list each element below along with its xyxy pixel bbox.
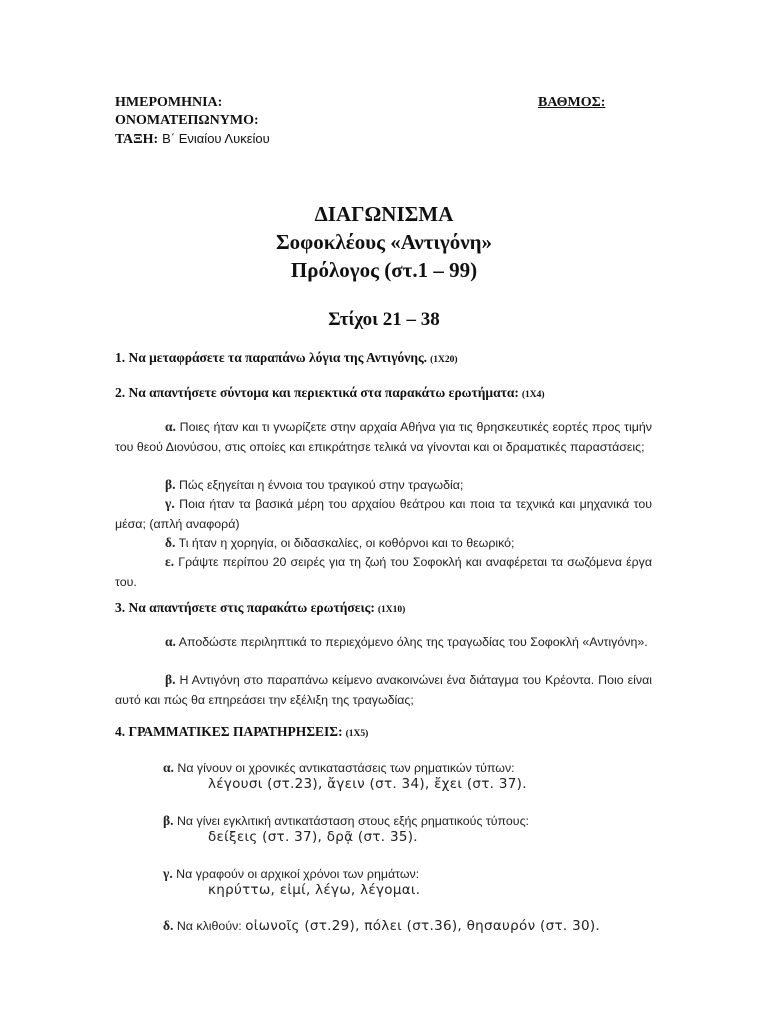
item-text: Τι ήταν η χορηγία, οι διδασκαλίες, οι κοθόρνοι και το θεωρικό; [178, 536, 515, 550]
question-2-item-d [115, 533, 652, 554]
question-2-points: (1Χ4) [521, 390, 545, 400]
date-label: ΗΜΕΡΟΜΗΝΙΑ: [115, 95, 223, 110]
question-1 [115, 350, 458, 366]
item-label: γ. [163, 866, 173, 881]
question-2-item-a [115, 417, 652, 457]
question-2-text: 2. Να απαντήσετε σύντομα και περιεκτικά στα παρακάτω ερωτήματα: [115, 385, 519, 400]
item-text: Αποδώστε περιληπτικά το περιεχόμενο όλης της τραγωδίας του Σοφοκλή «Αντιγόνη». [178, 635, 648, 649]
verses-title: Στίχοι 21 – 38 [328, 309, 440, 330]
question-2-item-e [115, 552, 652, 592]
item-text: Ποιες ήταν και τι γνωρίζετε στην αρχαία Αθήνα για τις θρησκευτικές εορτές προς τιμήν του θεού Διονύσου, στις οποίες και επικράτησε τελικά να γίνονται και οι δραματικές παραστάσεις; [115, 420, 652, 454]
question-4-item-c [163, 866, 419, 882]
class-line [115, 131, 270, 148]
item-label: δ. [163, 918, 174, 933]
question-4-item-a [163, 760, 515, 776]
item-text: Πώς εξηγείται η έννοια του τραγικού στην τραγωδία; [178, 478, 464, 492]
question-2-item-c [115, 494, 652, 534]
item-label: ε. [165, 554, 175, 569]
question-4 [115, 724, 368, 740]
section-title: Πρόλογος (στ.1 – 99) [290, 258, 478, 282]
item-label: β. [165, 477, 176, 492]
exam-title: ΔΙΑΓΩΝΙΣΜΑ [314, 202, 454, 226]
item-label: α. [163, 760, 174, 775]
item-label: β. [165, 672, 176, 687]
question-3-item-a [115, 632, 652, 653]
question-4-item-d [163, 918, 600, 934]
question-4-item-b-words: δείξεις (στ. 37), δρᾷ (στ. 35). [208, 829, 418, 845]
item-label: β. [163, 813, 174, 828]
question-4-item-c-words: κηρύττω, εἰμί, λέγω, λέγομαι. [208, 882, 421, 898]
class-value: Β΄ Ενιαίου Λυκείου [162, 131, 270, 146]
question-4-item-b [163, 813, 529, 829]
question-2-item-b [115, 475, 652, 496]
item-label: γ. [165, 496, 175, 511]
grade-label: ΒΑΘΜΟΣ: [538, 95, 606, 110]
item-text: Γράψτε περίπου 20 σειρές για τη ζωή του Σοφοκλή και αναφέρεται τα σωζόμενα έργα του. [115, 555, 652, 589]
name-label: ΟΝΟΜΑΤΕΠΩΝΥΜΟ: [115, 113, 259, 128]
work-title: Σοφοκλέους «Αντιγόνη» [275, 230, 493, 254]
question-3-item-b [115, 670, 652, 710]
item-label: α. [165, 419, 176, 434]
question-4-item-d-words: οἰωνοῖς (στ.29), πόλει (στ.36), θησαυρόν (στ. 30). [245, 918, 601, 934]
question-4-points: (1Χ5) [345, 729, 369, 739]
question-1-text: 1. Να μεταφράσετε τα παραπάνω λόγια της Αντιγόνης. [115, 350, 428, 365]
question-2 [115, 385, 545, 401]
item-text: Να γίνουν οι χρονικές αντικαταστάσεις των ρηματικών τύπων: [177, 761, 515, 775]
item-text: Η Αντιγόνη στο παραπάνω κείμενο ανακοινώνει ένα διάταγμα του Κρέοντα. Ποιο είναι αυτό και πώς θα επηρεάσει την εξέλιξη της τραγωδίας; [115, 673, 652, 707]
question-3 [115, 600, 405, 616]
question-4-text: 4. ΓΡΑΜΜΑΤΙΚΕΣ ΠΑΡΑΤΗΡΗΣΕΙΣ: [115, 724, 343, 739]
class-label: ΤΑΞΗ: [115, 132, 159, 147]
question-3-points: (1Χ10) [377, 605, 406, 615]
item-text: Ποια ήταν τα βασικά μέρη του αρχαίου θεάτρου και ποια τα τεχνικά και μηχανικά του μέσα; (απλή αναφορά) [115, 497, 652, 531]
item-text: Να γραφούν οι αρχικοί χρόνοι των ρημάτων: [176, 867, 420, 881]
item-text: Να γίνει εγκλιτική αντικατάσταση στους εξής ρηματικούς τύπους: [176, 814, 529, 828]
question-4-item-a-words: λέγουσι (στ.23), ἄγειν (στ. 34), ἔχει (στ. 37). [208, 776, 527, 792]
item-text: Να κλιθούν: [176, 919, 242, 933]
item-label: δ. [165, 535, 176, 550]
item-label: α. [165, 634, 176, 649]
question-3-text: 3. Να απαντήσετε στις παρακάτω ερωτήσεις: [115, 600, 375, 615]
question-1-points: (1Χ20) [430, 355, 458, 365]
